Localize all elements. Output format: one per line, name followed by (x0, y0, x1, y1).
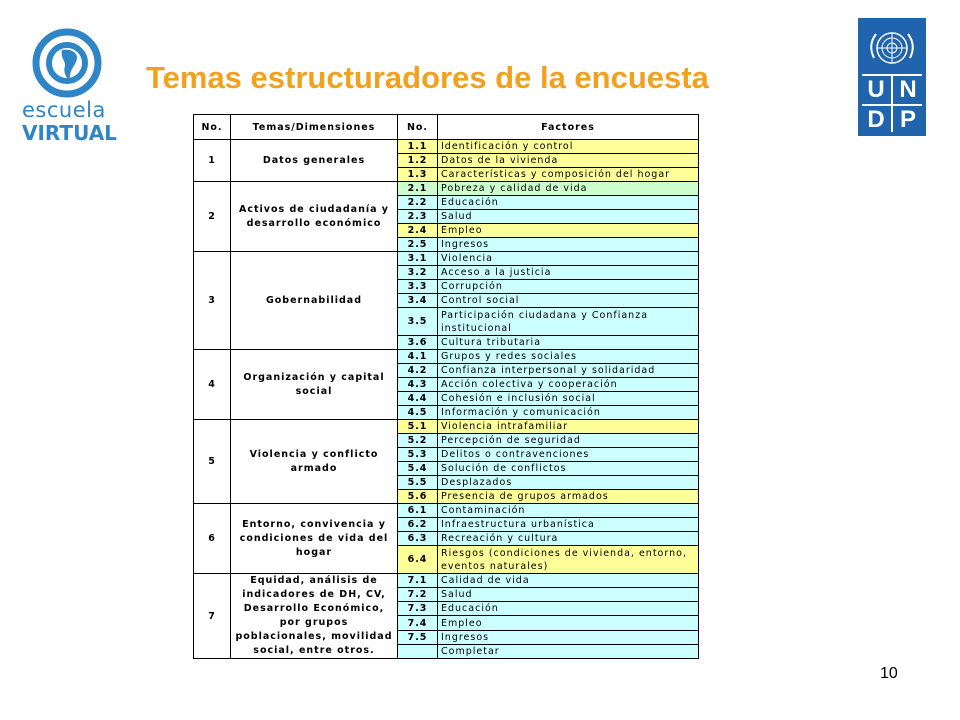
factor-number: 5.3 (398, 448, 438, 462)
factor-number: 4.2 (398, 364, 438, 378)
table-header-row (194, 115, 699, 140)
table-row (194, 140, 699, 154)
factor-number: 3.1 (398, 252, 438, 266)
factor-label: Cultura tributaria (438, 336, 699, 350)
factor-label: Infraestructura urbanística (438, 518, 699, 532)
factor-label: Información y comunicación (438, 406, 699, 420)
factor-label: Identificación y control (438, 140, 699, 154)
factor-label: Ingresos (438, 238, 699, 252)
group-number: 6 (194, 504, 231, 574)
logo-text-escuela: escuela (22, 98, 106, 122)
table-row (194, 574, 699, 588)
table-row (194, 252, 699, 266)
escuela-virtual-emblem-icon (22, 28, 112, 98)
factor-label: Percepción de seguridad (438, 434, 699, 448)
undp-letter-d: D (867, 106, 885, 133)
factor-number: 6.4 (398, 546, 438, 574)
factor-number: 3.3 (398, 280, 438, 294)
factor-number: 3.6 (398, 336, 438, 350)
factor-number: 2.5 (398, 238, 438, 252)
factor-label: Violencia intrafamiliar (438, 420, 699, 434)
factor-number: 5.5 (398, 476, 438, 490)
factor-label: Acceso a la justicia (438, 266, 699, 280)
group-tema: Entorno, convivencia y condiciones de vida del hogar (231, 504, 398, 574)
header-temas: Temas/Dimensiones (231, 115, 398, 140)
group-number: 7 (194, 574, 231, 659)
factor-number: 5.1 (398, 420, 438, 434)
factor-label: Educación (438, 602, 699, 616)
factor-number: 1.1 (398, 140, 438, 154)
page-title: Temas estructuradores de la encuesta (146, 60, 709, 95)
table-row (194, 504, 699, 518)
header-subno: No. (398, 115, 438, 140)
factor-number: 5.2 (398, 434, 438, 448)
factor-label: Datos de la vivienda (438, 154, 699, 168)
factor-number: 7.4 (398, 616, 438, 630)
factor-number: 3.4 (398, 294, 438, 308)
factor-number: 6.3 (398, 532, 438, 546)
group-tema: Datos generales (231, 140, 398, 182)
factor-label: Acción colectiva y cooperación (438, 378, 699, 392)
factor-label: Desplazados (438, 476, 699, 490)
factor-label: Presencia de grupos armados (438, 490, 699, 504)
factor-label: Empleo (438, 224, 699, 238)
factor-number: 4.3 (398, 378, 438, 392)
factor-number: 2.1 (398, 182, 438, 196)
factor-number: 5.6 (398, 490, 438, 504)
factor-number: 4.5 (398, 406, 438, 420)
factor-label: Violencia (438, 252, 699, 266)
group-tema: Violencia y conflicto armado (231, 420, 398, 504)
factor-label: Características y composición del hogar (438, 168, 699, 182)
table-row (194, 182, 699, 196)
factor-label: Contaminación (438, 504, 699, 518)
factor-number: 7.5 (398, 630, 438, 644)
factor-label: Confianza interpersonal y solidaridad (438, 364, 699, 378)
factor-number: 6.2 (398, 518, 438, 532)
factor-label: Educación (438, 196, 699, 210)
logo-text-virtual: VIRTUAL (22, 121, 117, 145)
factor-number: 7.2 (398, 588, 438, 602)
group-tema: Activos de ciudadanía y desarrollo económico (231, 182, 398, 252)
group-number: 5 (194, 420, 231, 504)
undp-letter-u: U (867, 76, 885, 103)
factor-label: Salud (438, 210, 699, 224)
group-number: 3 (194, 252, 231, 350)
factor-number: 4.1 (398, 350, 438, 364)
factor-label: Ingresos (438, 630, 699, 644)
un-emblem-icon (864, 24, 920, 72)
factor-label: Recreación y cultura (438, 532, 699, 546)
undp-letter-p: P (899, 106, 916, 133)
group-tema: Equidad, análisis de indicadores de DH, CV, Desarrollo Económico, por grupos poblacionales, movilidad social, entre otros. (231, 574, 398, 659)
factor-number: 2.4 (398, 224, 438, 238)
header-no: No. (194, 115, 231, 140)
table-row (194, 420, 699, 434)
factor-label: Cohesión e inclusión social (438, 392, 699, 406)
factor-number: 3.2 (398, 266, 438, 280)
factor-number: 7.1 (398, 574, 438, 588)
page-number: 10 (880, 665, 898, 682)
factor-label: Calidad de vida (438, 574, 699, 588)
factor-number: 3.5 (398, 308, 438, 336)
group-tema: Gobernabilidad (231, 252, 398, 350)
survey-table (193, 114, 699, 659)
factor-label: Pobreza y calidad de vida (438, 182, 699, 196)
factor-number: 6.1 (398, 504, 438, 518)
factor-number: 7.3 (398, 602, 438, 616)
factor-number: 4.4 (398, 392, 438, 406)
header-factores: Factores (438, 115, 699, 140)
factor-label: Completar (438, 644, 699, 658)
table-row (194, 350, 699, 364)
undp-letter-n: N (899, 76, 917, 103)
group-number: 2 (194, 182, 231, 252)
factor-number (398, 644, 438, 658)
factor-number: 2.3 (398, 210, 438, 224)
group-number: 4 (194, 350, 231, 420)
factor-label: Corrupción (438, 280, 699, 294)
factor-number: 1.3 (398, 168, 438, 182)
group-number: 1 (194, 140, 231, 182)
factor-label: Participación ciudadana y Confianza institucional (438, 308, 699, 336)
factor-label: Delitos o contravenciones (438, 448, 699, 462)
factor-number: 5.4 (398, 462, 438, 476)
factor-label: Solución de conflictos (438, 462, 699, 476)
escuela-virtual-logo (22, 28, 122, 148)
factor-label: Empleo (438, 616, 699, 630)
undp-logo (858, 18, 926, 136)
factor-label: Salud (438, 588, 699, 602)
factor-label: Riesgos (condiciones de vivienda, entorno, eventos naturales) (438, 546, 699, 574)
group-tema: Organización y capital social (231, 350, 398, 420)
factor-label: Control social (438, 294, 699, 308)
factor-number: 2.2 (398, 196, 438, 210)
factor-number: 1.2 (398, 154, 438, 168)
factor-label: Grupos y redes sociales (438, 350, 699, 364)
